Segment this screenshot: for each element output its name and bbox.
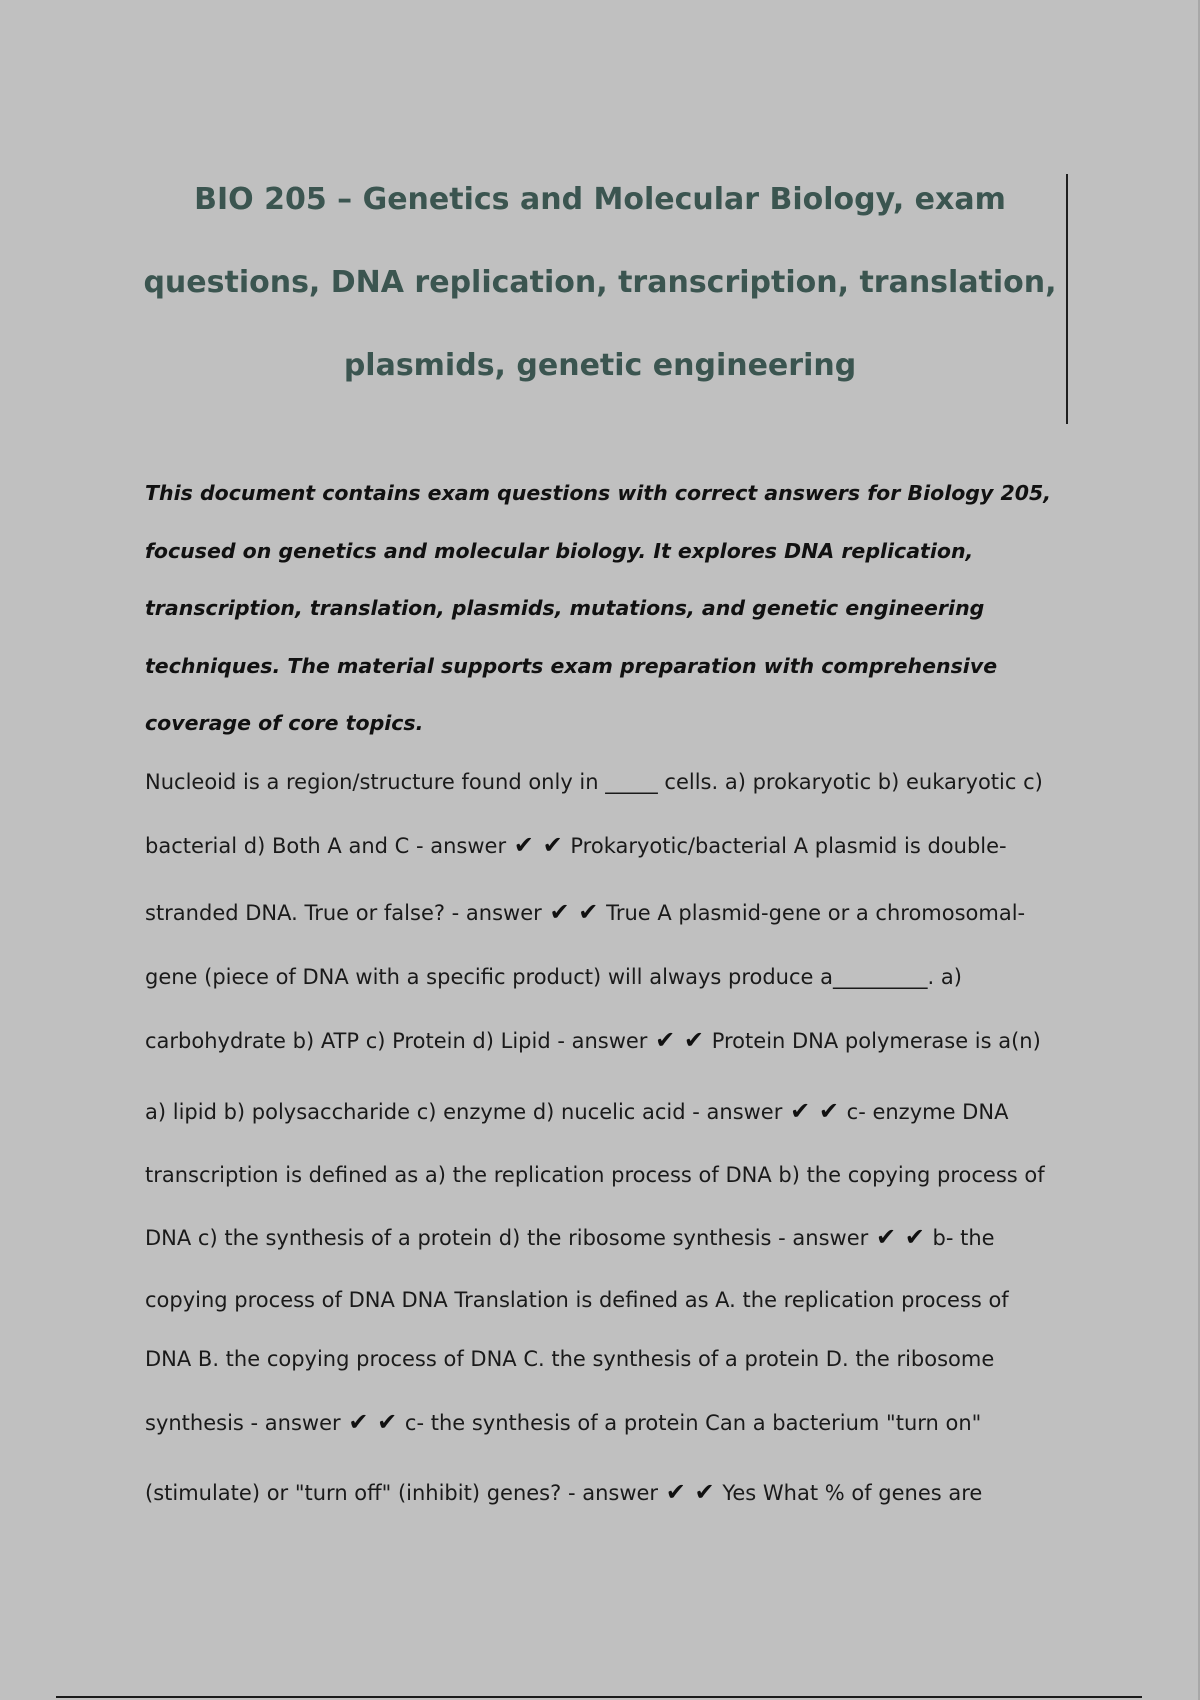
qa-line [145, 1407, 981, 1438]
checkmark-icon: ✔ [694, 1478, 715, 1506]
document-summary: This document contains exam questions with correct answers for Biology 205, focused on genetics and molecular biology. It explores DNA replication, transcription, translation, plasmids, mutations, and genetic engineering techniques. The material supports exam preparation with comprehensive coverage of core topics. [145, 481, 1052, 735]
checkmark-icon: ✔ [683, 1026, 705, 1054]
document-title: BIO 205 – Genetics and Molecular Biology, exam questions, DNA replication, transcription, translation, plasmids, genetic engineering [143, 182, 1057, 383]
qa-line [145, 1344, 994, 1374]
checkmark-icon: ✔ [818, 1097, 839, 1125]
qa-line [145, 1477, 982, 1508]
qa-line [145, 767, 1043, 797]
qa-text: (stimulate) or "turn off" (inhibit) genes? - answer [145, 1481, 659, 1505]
qa-line [145, 1222, 995, 1253]
qa-line [145, 1096, 1008, 1127]
qa-text: Nucleoid is a region/structure found only in _____ cells. a) prokaryotic b) eukaryotic c) [145, 770, 1043, 794]
qa-answer-text: b- the [932, 1226, 995, 1250]
qa-answer-text: Prokaryotic/bacterial A plasmid is double- [570, 834, 1007, 858]
qa-line [145, 1025, 1041, 1056]
qa-answer-text: c- enzyme DNA [846, 1100, 1009, 1124]
qa-text: synthesis - answer [145, 1411, 341, 1435]
footer-rule [56, 1696, 1142, 1698]
qa-text: DNA c) the synthesis of a protein d) the ribosome synthesis - answer [145, 1226, 869, 1250]
qa-text: transcription is defined as a) the replication process of DNA b) the copying process of [145, 1163, 1045, 1187]
checkmark-icon: ✔ [513, 831, 534, 859]
qa-text: gene (piece of DNA with a specific product) will always produce a_________. a) [145, 965, 962, 989]
checkmark-icon: ✔ [790, 1097, 811, 1125]
checkmark-icon: ✔ [655, 1026, 676, 1054]
qa-text: a) lipid b) polysaccharide c) enzyme d) nucelic acid - answer [145, 1100, 783, 1124]
checkmark-icon: ✔ [578, 898, 599, 926]
qa-answer-text: True A plasmid-gene or a chromosomal- [606, 901, 1026, 925]
qa-text: copying process of DNA DNA Translation is defined as A. the replication process of [145, 1288, 1009, 1312]
qa-line [145, 830, 1007, 861]
qa-answer-text: Yes What % of genes are [722, 1481, 983, 1505]
qa-line [145, 897, 1025, 928]
checkmark-icon: ✔ [377, 1408, 398, 1436]
qa-line [145, 1160, 1045, 1190]
checkmark-icon: ✔ [348, 1408, 369, 1436]
qa-line [145, 962, 962, 992]
qa-text: carbohydrate b) ATP c) Protein d) Lipid - answer [145, 1029, 648, 1053]
qa-text: bacterial d) Both A and C - answer [145, 834, 507, 858]
qa-answer-text: c- the synthesis of a protein Can a bacterium "turn on" [404, 1411, 982, 1435]
qa-text: DNA B. the copying process of DNA C. the synthesis of a protein D. the ribosome [145, 1347, 995, 1371]
qa-line [145, 1285, 1009, 1315]
checkmark-icon: ✔ [904, 1223, 925, 1251]
checkmark-icon: ✔ [875, 1223, 897, 1251]
checkmark-icon: ✔ [542, 831, 563, 859]
checkmark-icon: ✔ [549, 898, 570, 926]
qa-text: stranded DNA. True or false? - answer [145, 901, 542, 925]
title-vertical-rule [1066, 174, 1068, 424]
qa-answer-text: Protein DNA polymerase is a(n) [711, 1029, 1041, 1053]
checkmark-icon: ✔ [665, 1478, 686, 1506]
